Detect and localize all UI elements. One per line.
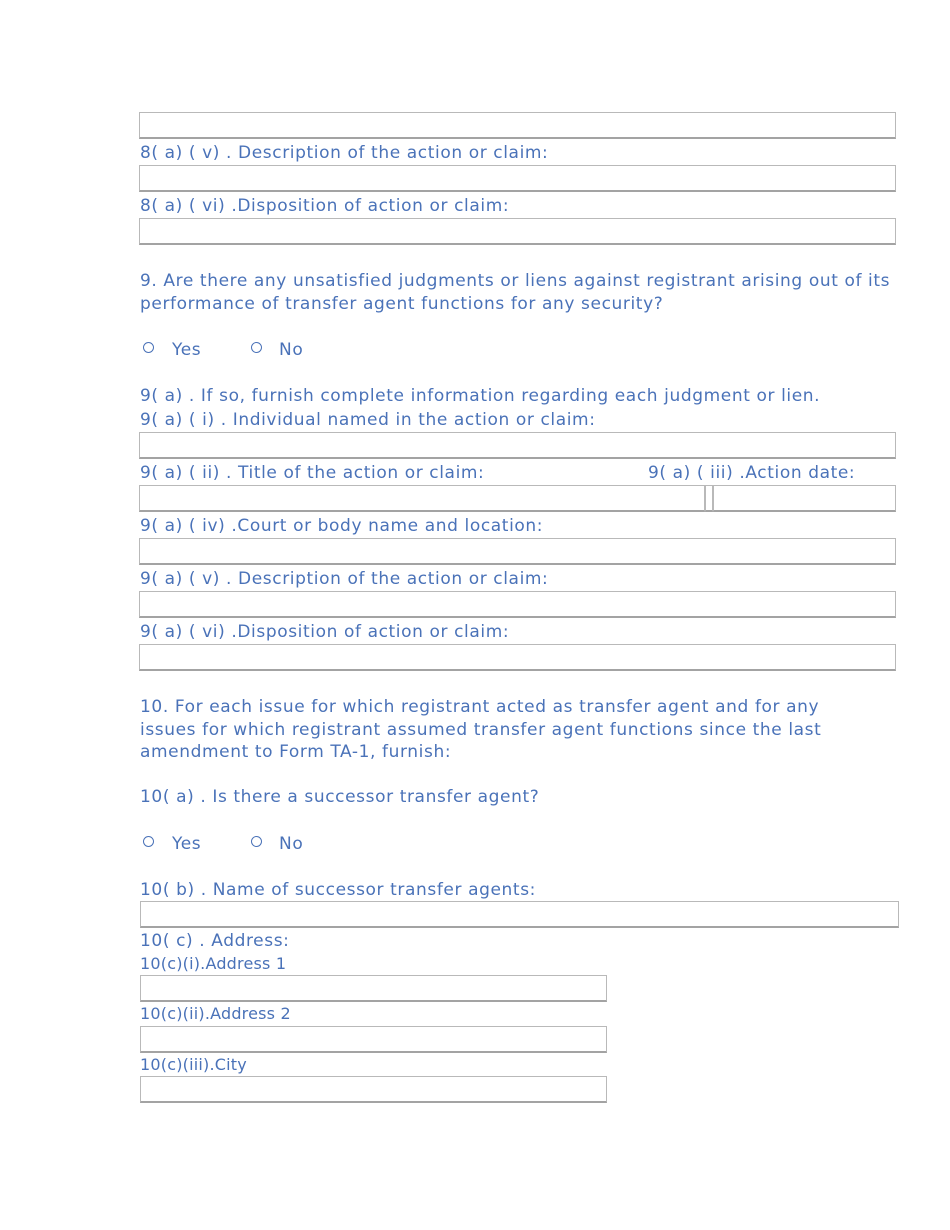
q9a-individual-field[interactable]: [139, 432, 896, 459]
q9a-date-field[interactable]: [713, 485, 896, 512]
q9a-description-field[interactable]: [139, 591, 896, 618]
q10c-label: 10( c) . Address:: [140, 931, 290, 951]
q9a-description-label: 9( a) ( v) . Description of the action or claim:: [140, 569, 549, 589]
q10-yes-radio[interactable]: [143, 836, 154, 847]
q10-intro: 10. For each issue for which registrant acted as transfer agent and for any issues for which registrant assumed transfer agent functions since the last amendment to Form TA-1, furnish:: [140, 697, 822, 762]
q10c-address2-field[interactable]: [140, 1026, 607, 1053]
q9-yes-label: Yes: [172, 340, 202, 360]
q9a-title-label: 9( a) ( ii) . Title of the action or claim:: [140, 463, 485, 483]
q9a-disposition-field[interactable]: [139, 644, 896, 671]
q9-no-radio[interactable]: [251, 342, 262, 353]
q8-description-field[interactable]: [139, 165, 896, 192]
q9a-individual-label: 9( a) ( i) . Individual named in the action or claim:: [140, 410, 596, 430]
q10-no-radio[interactable]: [251, 836, 262, 847]
q10b-label: 10( b) . Name of successor transfer agents:: [140, 880, 536, 900]
q10b-successor-field[interactable]: [140, 901, 899, 928]
q8-prior-field[interactable]: [139, 112, 896, 139]
q9a-date-label: 9( a) ( iii) .Action date:: [648, 463, 856, 483]
q8-description-label: 8( a) ( v) . Description of the action or claim:: [140, 143, 549, 163]
q9a-date-spacer: [705, 485, 713, 512]
q9-no-label: No: [279, 340, 304, 360]
q8-disposition-field[interactable]: [139, 218, 896, 245]
q9-question: 9. Are there any unsatisfied judgments or liens against registrant arising out of its performance of transfer agent functions for any security?: [140, 271, 891, 314]
q10-no-label: No: [279, 834, 304, 854]
q9a-court-field[interactable]: [139, 538, 896, 565]
q9a-title-field[interactable]: [139, 485, 705, 512]
q8-disposition-label: 8( a) ( vi) .Disposition of action or claim:: [140, 196, 510, 216]
q9a-court-label: 9( a) ( iv) .Court or body name and location:: [140, 516, 544, 536]
q10-yes-label: Yes: [172, 834, 202, 854]
q9-yes-radio[interactable]: [143, 342, 154, 353]
q9a-disposition-label: 9( a) ( vi) .Disposition of action or claim:: [140, 622, 510, 642]
q10a-label: 10( a) . Is there a successor transfer agent?: [140, 787, 540, 807]
q10c-address1-field[interactable]: [140, 975, 607, 1002]
q10c-address1-label: 10(c)(i).Address 1: [140, 954, 287, 973]
q9a-label: 9( a) . If so, furnish complete information regarding each judgment or lien.: [140, 386, 821, 406]
q10c-address2-label: 10(c)(ii).Address 2: [140, 1004, 291, 1023]
q10c-city-field[interactable]: [140, 1076, 607, 1103]
q10c-city-label: 10(c)(iii).City: [140, 1055, 247, 1074]
